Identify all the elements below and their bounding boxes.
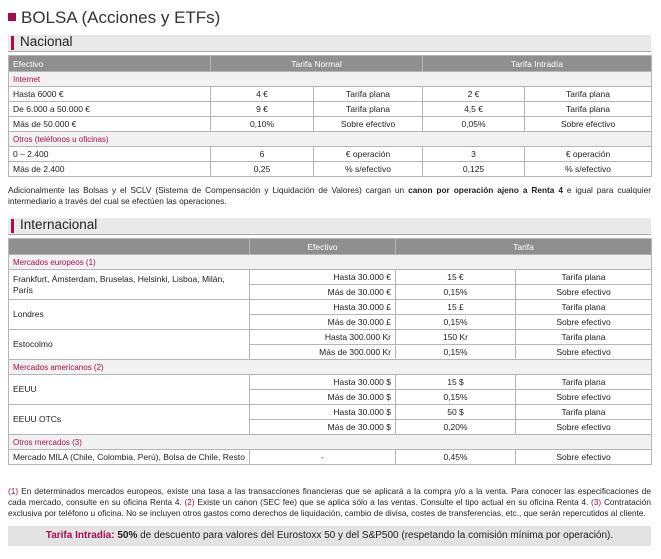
table-cell: 0,05% — [423, 117, 525, 132]
table-cell: Sobre efectivo — [516, 315, 652, 330]
table-cell: 6 — [211, 147, 314, 162]
table-cell: Tarifa plana — [525, 87, 652, 102]
promo-label: Tarifa Intradía: — [45, 530, 115, 541]
footnote-1: En determinados mercados europeos, existe una tasa a las transacciones financieras que se aplicará a la compra y/o a la venta. Para conocer las especificaciones de cada mercado, consulte en su oficina Renta 4. — [8, 486, 651, 507]
group-row — [9, 132, 652, 147]
note-text: Adicionalmente las Bolsas y el SCLV (Sistema de Compensación y Liquidación de Valores) cargan un — [8, 185, 409, 195]
table-cell: De 6.000 a 50.000 € — [9, 102, 211, 117]
table-cell: Hasta 6000 € — [9, 87, 211, 102]
table-row — [9, 147, 652, 162]
table-cell: 0,15% — [396, 285, 516, 300]
table-cell: Tarifa plana — [516, 300, 652, 315]
table-cell: % s/efectivo — [525, 162, 652, 177]
header-efectivo: Efectivo — [9, 56, 211, 72]
section-internacional-heading — [8, 218, 651, 235]
header-tarifa: Tarifa — [396, 239, 652, 255]
group-label: Otros (teléfonos u oficinas) — [9, 132, 652, 147]
market-name: Mercado MILA (Chile, Colombia, Perú), Bolsa de Chile, Resto — [9, 450, 250, 465]
table-row — [9, 162, 652, 177]
table-cell: 15 £ — [396, 300, 516, 315]
table-cell: 9 € — [211, 102, 314, 117]
table-cell: Hasta 30.000 £ — [250, 300, 396, 315]
table-cell: 0 – 2.400 — [9, 147, 211, 162]
internacional-table — [8, 238, 652, 465]
market-name: EEUU OTCs — [9, 405, 250, 435]
table-cell: Sobre efectivo — [516, 420, 652, 435]
group-row — [9, 360, 652, 375]
table-cell: 0,15% — [396, 390, 516, 405]
table-row — [9, 375, 652, 390]
table-cell: Sobre efectivo — [516, 285, 652, 300]
header-efectivo: Efectivo — [250, 239, 396, 255]
promo-percent: 50% — [117, 530, 138, 541]
group-row — [9, 255, 652, 270]
table-cell: Hasta 30.000 $ — [250, 375, 396, 390]
internacional-header-row — [9, 239, 652, 255]
table-cell: Tarifa plana — [516, 405, 652, 420]
footnote-marker-2: (2) — [184, 497, 195, 507]
table-cell: Hasta 30.000 $ — [250, 405, 396, 420]
table-cell: 50 $ — [396, 405, 516, 420]
table-cell: Sobre efectivo — [525, 117, 652, 132]
table-cell: 2 € — [423, 87, 525, 102]
table-cell: 4 € — [211, 87, 314, 102]
nacional-note — [8, 185, 651, 207]
table-cell: Tarifa plana — [516, 270, 652, 285]
nacional-header-row — [9, 56, 652, 72]
table-cell: Sobre efectivo — [314, 117, 423, 132]
table-row — [9, 300, 652, 315]
market-name: EEUU — [9, 375, 250, 405]
table-cell: Hasta 300.000 Kr — [250, 330, 396, 345]
header-tarifa-intradia: Tarifa Intradía — [423, 56, 652, 72]
table-cell: Más de 300.000 Kr — [250, 345, 396, 360]
table-cell: % s/efectivo — [314, 162, 423, 177]
section-bar-icon — [11, 219, 14, 233]
table-cell: 4,5 € — [423, 102, 525, 117]
table-row — [9, 405, 652, 420]
table-cell: Tarifa plana — [516, 375, 652, 390]
table-cell: Tarifa plana — [525, 102, 652, 117]
note-bold: canon por operación ajeno a Renta 4 — [408, 185, 563, 195]
table-row — [9, 102, 652, 117]
footnote-2: Existe un canon (SEC fee) que se aplica sólo a las ventas. Consulte el tipo actual en su oficina Renta 4. — [194, 497, 592, 507]
table-cell: Tarifa plana — [314, 102, 423, 117]
page-title — [8, 8, 220, 28]
table-row — [9, 330, 652, 345]
table-cell: 3 — [423, 147, 525, 162]
promo-text: de descuento para valores del Eurostoxx 50 y del S&P500 (respetando la comisión mínima por operación). — [137, 530, 614, 541]
promo-banner — [8, 526, 651, 546]
table-cell: Más de 30.000 $ — [250, 420, 396, 435]
market-name: Estocolmo — [9, 330, 250, 360]
table-cell: € operación — [314, 147, 423, 162]
table-row — [9, 87, 652, 102]
table-cell: 0,15% — [396, 315, 516, 330]
group-label: Otros mercados (3) — [9, 435, 652, 450]
table-row — [9, 117, 652, 132]
table-cell: Más de 30.000 € — [250, 285, 396, 300]
table-cell: 0,20% — [396, 420, 516, 435]
table-row — [9, 270, 652, 285]
note-text-end: e igual para cualquier intermediario a través del cual se efectúen las operaciones. — [8, 185, 651, 206]
market-name: Frankfurt, Ámsterdam, Bruselas, Helsinki, Lisboa, Milán, París — [9, 270, 250, 300]
group-label: Internet — [9, 72, 652, 87]
header-mercado — [9, 239, 250, 255]
footnotes — [8, 486, 651, 519]
table-cell: 0,15% — [396, 345, 516, 360]
group-row — [9, 435, 652, 450]
table-cell: 0,10% — [211, 117, 314, 132]
section-nacional-heading — [8, 35, 651, 52]
title-square-icon — [8, 13, 16, 21]
footnote-3: Contratación exclusiva por teléfono u oficina. No se incluyen otros gastos como derechos de liquidación, cambio de divisa, costes de transferencias, etc., que serán repercutidos al cliente. — [8, 497, 651, 518]
table-cell: 0,125 — [423, 162, 525, 177]
table-cell: 0,25 — [211, 162, 314, 177]
footnote-marker-3: (3) — [591, 497, 602, 507]
table-cell: Sobre efectivo — [516, 345, 652, 360]
table-cell: Más de 50.000 € — [9, 117, 211, 132]
group-label: Mercados europeos (1) — [9, 255, 652, 270]
group-row — [9, 72, 652, 87]
section-internacional-title: Internacional — [20, 217, 98, 232]
nacional-table — [8, 55, 652, 177]
table-cell: Sobre efectivo — [516, 450, 652, 465]
table-row — [9, 450, 652, 465]
section-nacional-title: Nacional — [20, 34, 73, 49]
table-cell: Tarifa plana — [314, 87, 423, 102]
table-cell: 0,45% — [396, 450, 516, 465]
header-tarifa-normal: Tarifa Normal — [211, 56, 423, 72]
market-name: Londres — [9, 300, 250, 330]
table-cell: Hasta 30.000 € — [250, 270, 396, 285]
table-cell: Más de 30.000 $ — [250, 390, 396, 405]
table-cell: Más de 2.400 — [9, 162, 211, 177]
table-cell: Más de 30.000 £ — [250, 315, 396, 330]
table-cell: - — [250, 450, 396, 465]
section-bar-icon — [11, 36, 14, 50]
table-cell: 15 $ — [396, 375, 516, 390]
footnote-marker-1: (1) — [8, 486, 19, 496]
table-cell: 15 € — [396, 270, 516, 285]
table-cell: Sobre efectivo — [516, 390, 652, 405]
table-cell: Tarifa plana — [516, 330, 652, 345]
table-cell: € operación — [525, 147, 652, 162]
group-label: Mercados americanos (2) — [9, 360, 652, 375]
table-cell: 150 Kr — [396, 330, 516, 345]
page-title-text: BOLSA (Acciones y ETFs) — [21, 8, 221, 27]
